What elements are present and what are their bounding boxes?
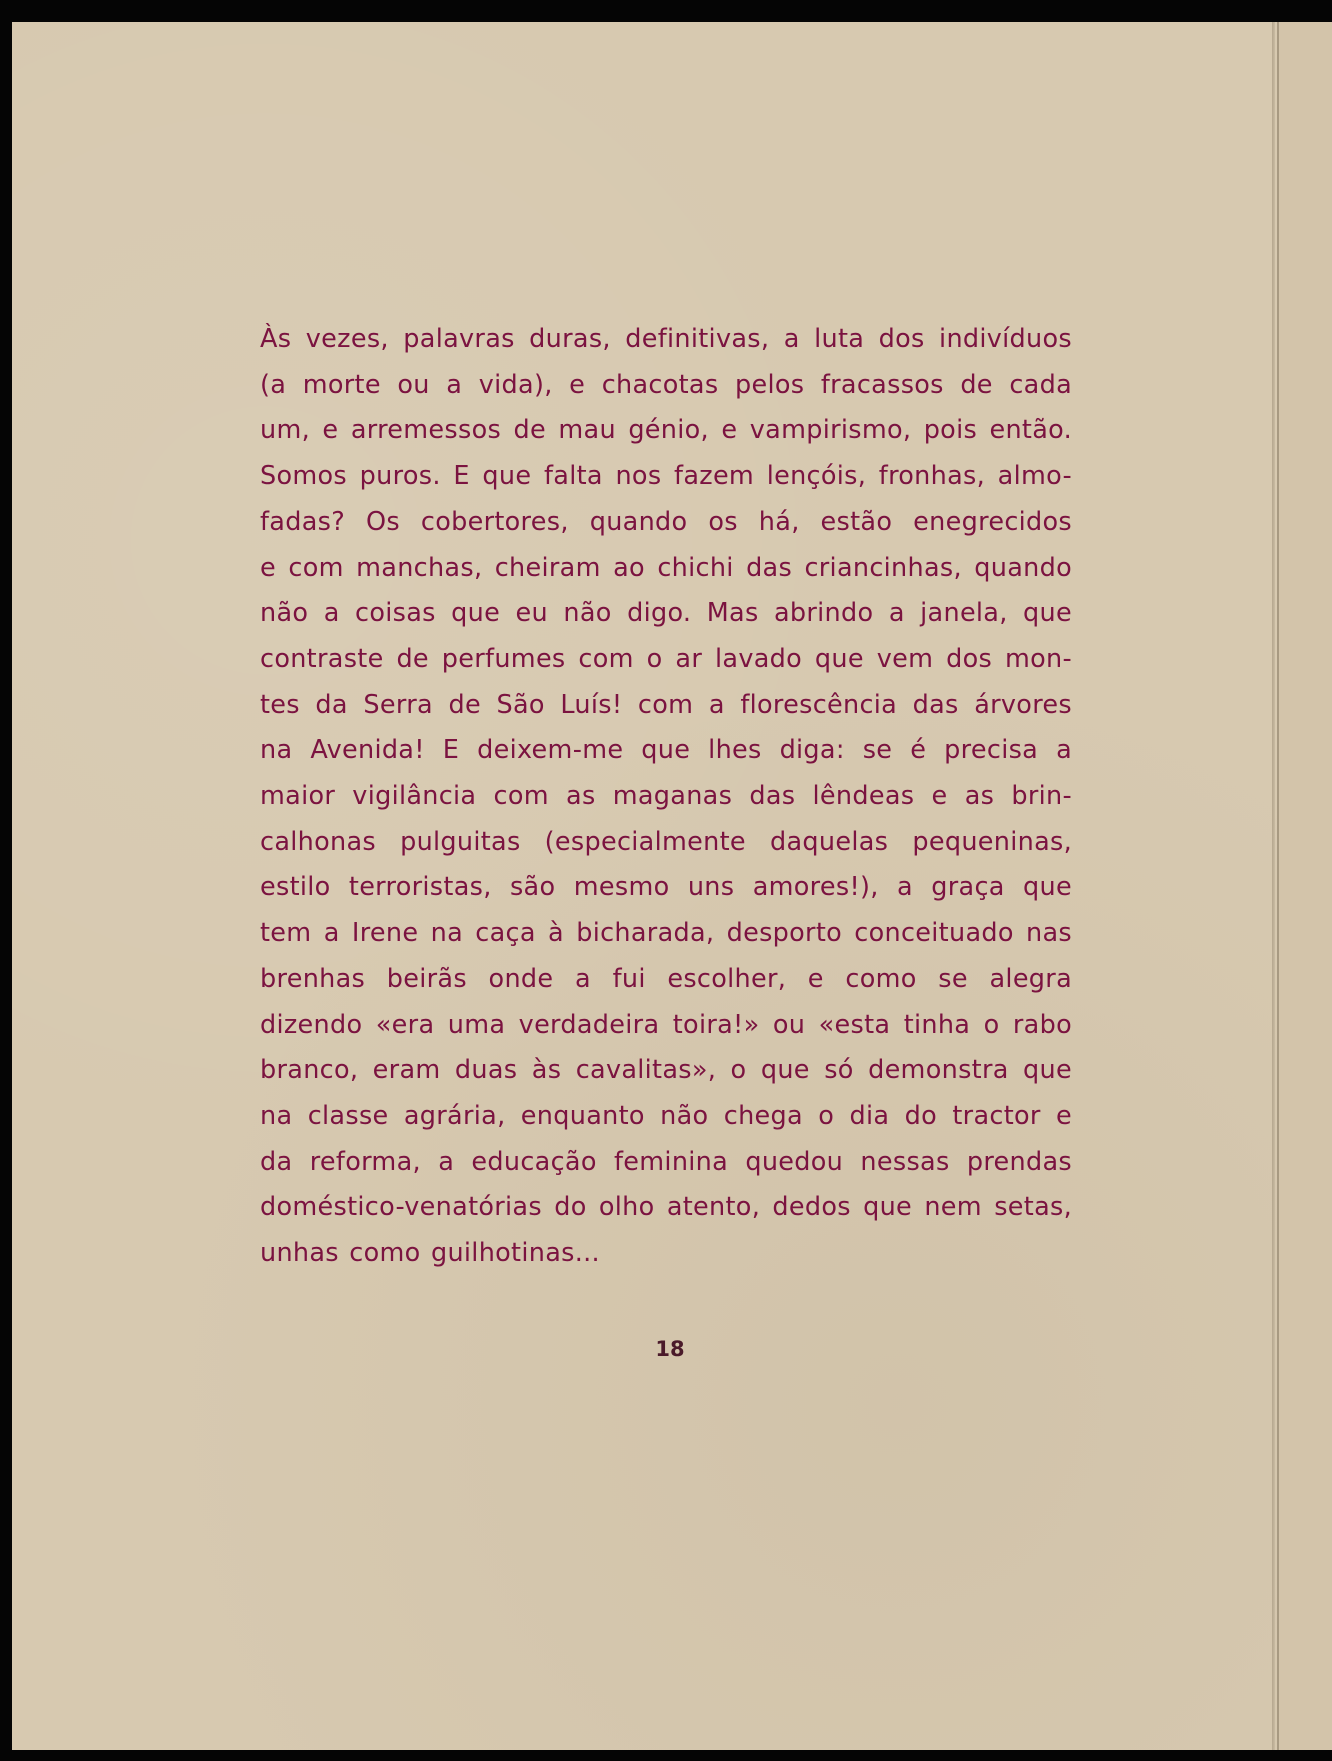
text-line: fadas? Os cobertores, quando os há, estão enegrecidos: [260, 506, 1072, 537]
page-fold: [1272, 22, 1275, 1750]
text-line: brenhas beirãs onde a fui escolher, e como se alegra: [260, 963, 1072, 994]
text-line: Às vezes, palavras duras, definitivas, a luta dos indivíduos: [260, 324, 1072, 354]
text-line: tem a Irene na caça à bicharada, desporto conceituado nas: [260, 918, 1072, 949]
text-line: doméstico-venatórias do olho atento, dedos que nem setas,: [260, 1192, 1072, 1223]
page-number: 18: [655, 1337, 685, 1361]
text-line: na classe agrária, enquanto não chega o dia do tractor e: [260, 1100, 1072, 1131]
text-line: estilo terroristas, são mesmo uns amores!), a graça que: [260, 872, 1072, 903]
text-line: um, e arremessos de mau génio, e vampirismo, pois então.: [260, 415, 1072, 446]
text-line: maior vigilância com as maganas das lêndeas e as brin-: [260, 781, 1072, 812]
text-line: unhas como guilhotinas...: [260, 1238, 600, 1269]
text-line: tes da Serra de São Luís! com a florescência das árvores: [260, 689, 1072, 720]
text-line: (a morte ou a vida), e chacotas pelos fracassos de cada: [260, 369, 1072, 400]
text-line: da reforma, a educação feminina quedou nessas prendas: [260, 1146, 1072, 1177]
text-line: Somos puros. E que falta nos fazem lençóis, fronhas, almo-: [260, 461, 1072, 492]
text-line: contraste de perfumes com o ar lavado que vem dos mon-: [260, 643, 1072, 674]
text-line: dizendo «era uma verdadeira toira!» ou «esta tinha o rabo: [260, 1009, 1072, 1040]
text-line: na Avenida! E deixem-me que lhes diga: se é precisa a: [260, 735, 1072, 766]
text-line: branco, eram duas às cavalitas», o que só demonstra que: [260, 1055, 1072, 1086]
text-line: calhonas pulguitas (especialmente daquelas pequeninas,: [260, 826, 1072, 857]
body-paragraph: [260, 317, 1072, 1277]
adjacent-page-edge: [1277, 22, 1332, 1750]
text-line: não a coisas que eu não digo. Mas abrindo a janela, que: [260, 598, 1072, 629]
text-line: e com manchas, cheiram ao chichi das criancinhas, quando: [260, 552, 1072, 583]
